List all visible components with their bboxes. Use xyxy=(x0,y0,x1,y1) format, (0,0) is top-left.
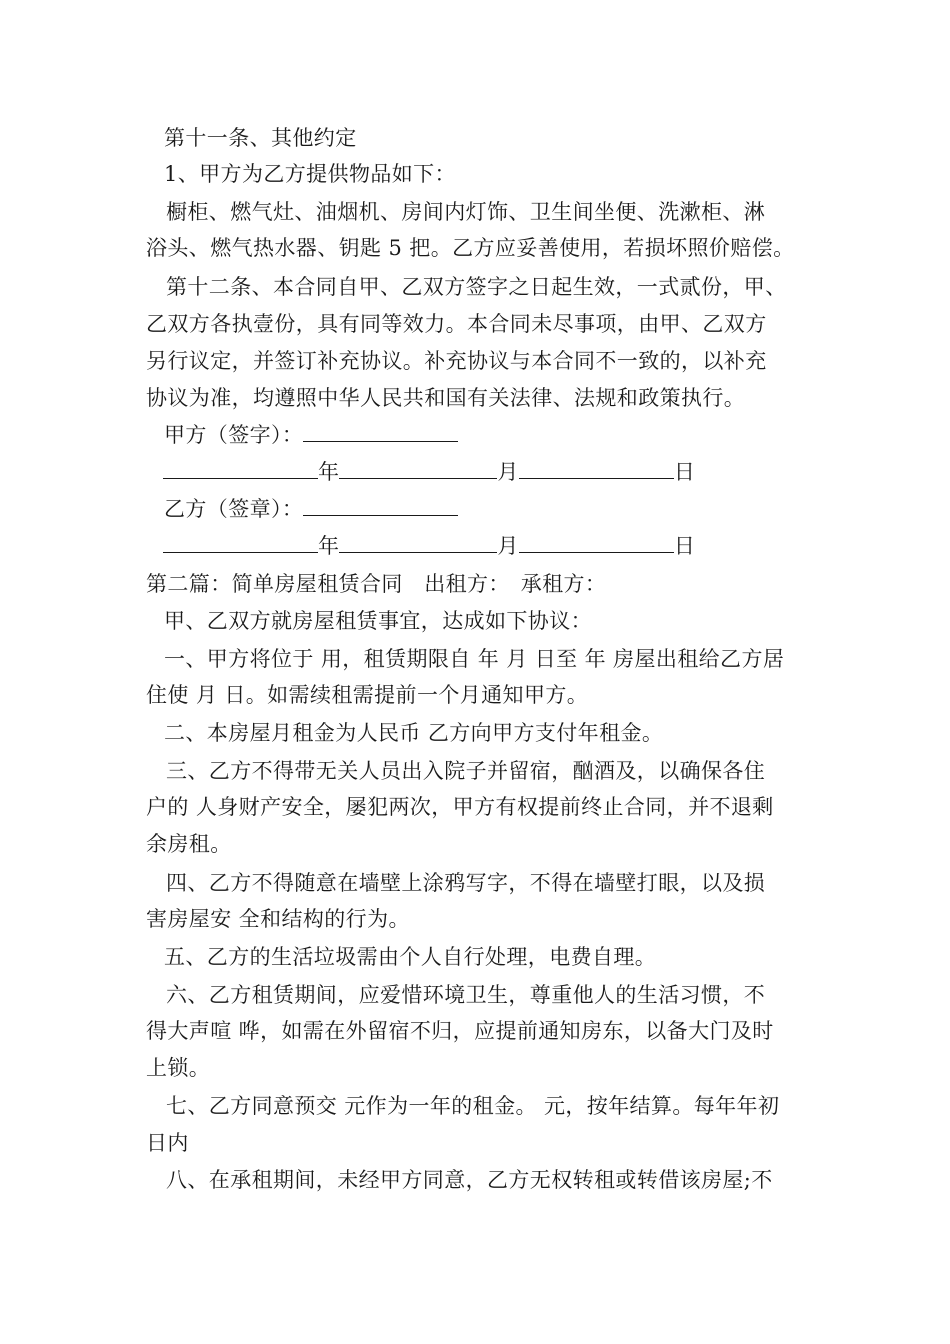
party-b-signature-row xyxy=(164,495,834,523)
paragraph-line: 得大声喧 哗，如需在外留宿不归，应提前通知房东，以备大门及时 xyxy=(146,1019,774,1043)
paragraph-line: 住使 月 日。如需续租需提前一个月通知甲方。 xyxy=(146,683,589,707)
party-b-signature-label: 乙方（签章）： xyxy=(164,497,304,521)
clause-4-line: 四、乙方不得随意在墙壁上涂鸦写字，不得在墙壁打眼，以及损 xyxy=(166,871,766,895)
year-blank xyxy=(163,532,318,553)
clause-7-line: 七、乙方同意预交 元作为一年的租金。 元，按年结算。每年年初 xyxy=(166,1094,780,1118)
paragraph-line: 1、甲方为乙方提供物品如下： xyxy=(164,162,456,186)
clause-1-line: 一、甲方将位于 用，租赁期限自 年 月 日至 年 房屋出租给乙方居 xyxy=(164,647,785,671)
party-a-signature-label: 甲方（签字）： xyxy=(164,423,304,447)
paragraph-line: 余房租。 xyxy=(146,832,232,856)
clause-8-line: 八、在承租期间，未经甲方同意，乙方无权转租或转借该房屋;不 xyxy=(166,1168,773,1192)
year-unit: 年 xyxy=(318,460,340,484)
month-blank xyxy=(339,532,497,553)
paragraph-line: 乙双方各执壹份，具有同等效力。本合同未尽事项，由甲、乙双方 xyxy=(146,312,767,336)
section-2-heading: 第二篇：简单房屋租赁合同 出租方： 承租方： xyxy=(146,572,607,596)
paragraph-line: 协议为准，均遵照中华人民共和国有关法律、法规和政策执行。 xyxy=(146,386,746,410)
date-row xyxy=(163,458,833,486)
paragraph-line: 害房屋安 全和结构的行为。 xyxy=(146,907,410,931)
paragraph-line: 甲、乙双方就房屋租赁事宜，达成如下协议： xyxy=(164,609,592,633)
party-a-signature-row xyxy=(164,421,834,449)
clause-2-line: 二、本房屋月租金为人民币 乙方向甲方支付年租金。 xyxy=(164,721,664,745)
month-blank xyxy=(339,458,497,479)
day-blank xyxy=(519,458,674,479)
paragraph-line: 橱柜、燃气灶、油烟机、房间内灯饰、卫生间坐便、洗漱柜、淋 xyxy=(166,200,766,224)
clause-6-line: 六、乙方租赁期间，应爱惜环境卫生，尊重他人的生活习惯，不 xyxy=(166,983,766,1007)
year-unit: 年 xyxy=(318,534,340,558)
clause-3-line: 三、乙方不得带无关人员出入院子并留宿，酗酒及，以确保各住 xyxy=(166,759,766,783)
paragraph-line: 户的 人身财产安全，屡犯两次，甲方有权提前终止合同，并不退剩 xyxy=(146,795,774,819)
article-11-heading: 第十一条、其他约定 xyxy=(164,126,357,150)
paragraph-line: 上锁。 xyxy=(146,1056,211,1080)
article-12-line: 第十二条、本合同自甲、乙双方签字之日起生效，一式贰份，甲、 xyxy=(166,275,787,299)
paragraph-line: 浴头、燃气热水器、钥匙 5 把。乙方应妥善使用，若损坏照价赔偿。 xyxy=(146,236,795,260)
month-unit: 月 xyxy=(497,460,519,484)
signature-blank xyxy=(303,421,458,442)
paragraph-line: 日内 xyxy=(146,1131,189,1155)
day-unit: 日 xyxy=(673,460,696,484)
clause-5-line: 五、乙方的生活垃圾需由个人自行处理，电费自理。 xyxy=(164,945,657,969)
signature-blank xyxy=(303,495,458,516)
day-unit: 日 xyxy=(673,534,696,558)
month-unit: 月 xyxy=(497,534,519,558)
year-blank xyxy=(163,458,318,479)
paragraph-line: 另行议定，并签订补充协议。补充协议与本合同不一致的，以补充 xyxy=(146,349,767,373)
day-blank xyxy=(519,532,674,553)
date-row xyxy=(163,532,833,560)
